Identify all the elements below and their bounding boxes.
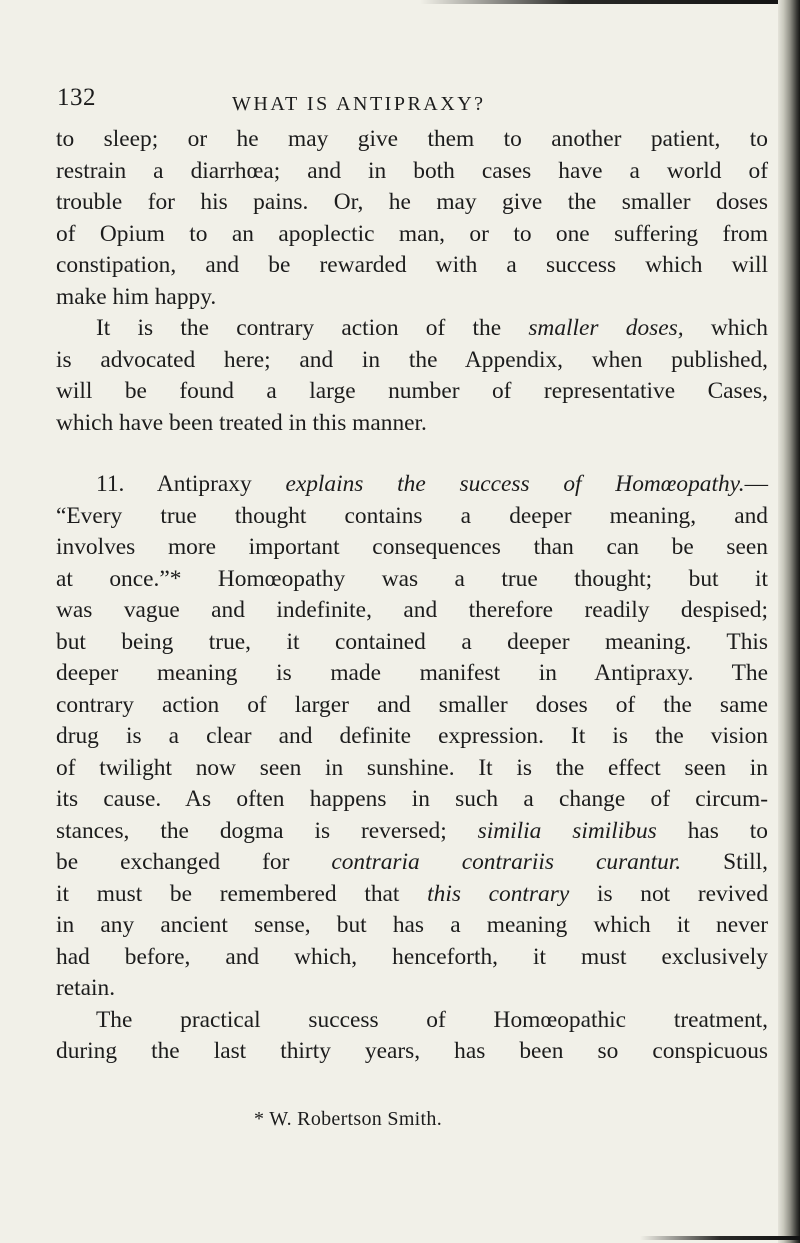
- bottom-edge-shadow: [640, 1236, 800, 1240]
- italic-phrase: contraria contrariis curantur.: [331, 849, 682, 875]
- running-head: WHAT IS ANTIPRAXY?: [232, 93, 486, 115]
- text-line: its cause. As often happens in such a change of circum-: [56, 786, 768, 812]
- text-line: It is the contrary action of the smaller doses, which: [96, 315, 768, 341]
- text-line: contrary action of larger and smaller doses of the same: [56, 691, 768, 718]
- text-line: had before, and which, henceforth, it must exclusively: [56, 943, 768, 970]
- footnote: * W. Robertson Smith.: [254, 1108, 442, 1130]
- italic-phrase: smaller doses,: [528, 315, 684, 341]
- text-line: retain.: [56, 975, 116, 1001]
- text-line: make him happy.: [56, 283, 217, 310]
- paragraph: [56, 469, 768, 1005]
- body-text: [56, 124, 768, 1068]
- italic-phrase: explains the success of Homœopathy.: [285, 471, 745, 497]
- text-line: The practical success of Homœopathic treatment,: [96, 1006, 768, 1033]
- section-heading-line: 11. Antipraxy explains the success of Homœopathy.—: [96, 471, 769, 497]
- text-line: involves more important consequences than can be seen: [56, 534, 768, 560]
- text-line: was vague and indefinite, and therefore readily despised;: [56, 597, 768, 623]
- paragraph: [56, 124, 768, 313]
- paragraph: [56, 1005, 768, 1068]
- page-binding-edge: [778, 0, 800, 1243]
- text-line: in any ancient sense, but has a meaning which it never: [56, 912, 768, 938]
- page-number: 132: [57, 84, 96, 111]
- text-line: at once.”* Homœopathy was a true thought; but it: [56, 565, 768, 592]
- text-line: to sleep; or he may give them to another patient, to: [56, 126, 768, 152]
- paragraph: [56, 313, 768, 439]
- italic-phrase: similia similibus: [477, 817, 657, 844]
- text-line: during the last thirty years, has been so conspicuous: [56, 1038, 768, 1064]
- text-line: but being true, it contained a deeper meaning. This: [56, 628, 768, 655]
- section-gap: [56, 439, 768, 469]
- text-line: which have been treated in this manner.: [56, 409, 427, 436]
- text-line: restrain a diarrhœa; and in both cases have a world of: [56, 157, 768, 184]
- text-line: trouble for his pains. Or, he may give the smaller doses: [56, 189, 768, 215]
- text-line: constipation, and be rewarded with a success which will: [56, 252, 768, 278]
- text-line: will be found a large number of representative Cases,: [56, 378, 768, 404]
- italic-phrase: this contrary: [427, 880, 570, 907]
- text-line: drug is a clear and definite expression. It is the vision: [56, 723, 768, 749]
- text-line: is advocated here; and in the Appendix, when published,: [56, 346, 768, 373]
- text-line: “Every true thought contains a deeper meaning, and: [56, 502, 768, 529]
- text-line: of twilight now seen in sunshine. It is the effect seen in: [56, 754, 768, 781]
- text-line: of Opium to an apoplectic man, or to one suffering from: [56, 220, 768, 247]
- text-line: deeper meaning is made manifest in Antipraxy. The: [56, 660, 768, 686]
- text-line: stances, the dogma is reversed; similia similibus has to: [56, 817, 768, 844]
- text-line: it must be remembered that this contrary is not revived: [56, 880, 769, 907]
- top-edge-shadow: [420, 0, 800, 4]
- text-line: be exchanged for contraria contrariis curantur. Still,: [56, 849, 768, 875]
